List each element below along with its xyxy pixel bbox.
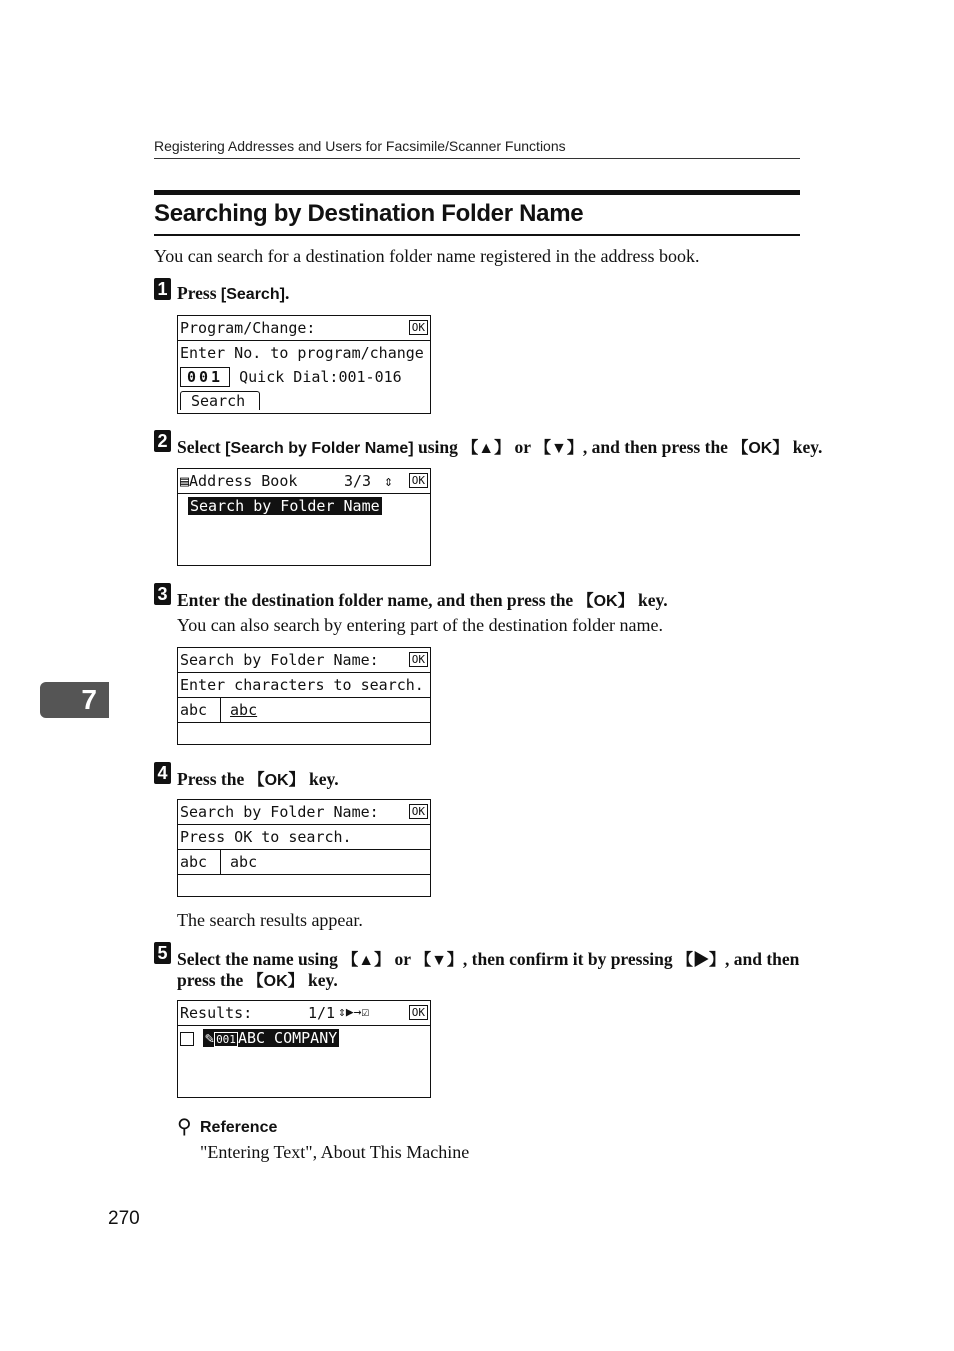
step-text-part: Press [177, 283, 221, 303]
number-field: 001 [180, 367, 230, 387]
lcd-row [178, 800, 430, 825]
result-name: ABC COMPANY [237, 1029, 338, 1047]
lcd-screen-enter-chars [177, 647, 431, 745]
step-1-number: 1 [154, 278, 171, 300]
step-text-part: . [284, 283, 290, 303]
input-text: abc [230, 701, 258, 719]
step-4-number: 4 [154, 762, 171, 784]
lcd-row [178, 365, 430, 389]
ok-indicator: OK [409, 652, 428, 667]
step-text-part: key. [303, 970, 338, 990]
key-ok: 【OK】 [247, 973, 304, 990]
search-softkey: Search [180, 391, 260, 410]
step-text-part: , and then [725, 949, 800, 969]
key-up: 【▲】 [462, 440, 511, 457]
lcd-row [178, 341, 430, 365]
step-5-number: 5 [154, 942, 171, 964]
lcd-row [178, 316, 430, 341]
step-4-text [177, 767, 339, 790]
lcd-screen-address-book [177, 468, 431, 566]
input-mode: abc [178, 850, 221, 874]
select-confirm-icon: ⇕▶→☑ [338, 1005, 370, 1020]
step-3-text [177, 588, 668, 611]
running-header: Registering Addresses and Users for Facsimile/Scanner Functions [154, 138, 800, 159]
ok-indicator: OK [409, 1005, 428, 1020]
result-code: 001 [216, 1033, 236, 1046]
key-search-by-folder: [Search by Folder Name] [225, 440, 414, 457]
step-text-part: Press the [177, 769, 249, 789]
step-text-part: Enter the destination folder name, and then press the [177, 590, 578, 610]
lcd-title: Search by Folder Name: [180, 803, 379, 821]
reference-title: Reference [200, 1119, 278, 1136]
lcd-row [178, 494, 430, 518]
pencil-icon: ✎ [205, 1029, 215, 1047]
book-icon: ▤ [180, 472, 190, 490]
step-4-note: The search results appear. [177, 910, 363, 930]
title-rule [154, 190, 800, 195]
lcd-text: Enter No. to program/change [180, 344, 424, 362]
step-3-note: You can also search by entering part of the destination folder name. [177, 615, 664, 635]
lcd-text: Enter characters to search. [180, 676, 424, 694]
ok-indicator: OK [409, 804, 428, 819]
step-text-part: , and then press the [582, 437, 733, 457]
reference-text: "Entering Text", About This Machine [200, 1142, 470, 1162]
lcd-title: Address Book [189, 472, 298, 490]
key-ok: 【OK】 [577, 593, 634, 610]
lcd-screen-press-ok [177, 799, 431, 897]
key-down: 【▼】 [535, 440, 583, 457]
lcd-title: Program/Change: [180, 319, 316, 337]
lcd-text: Quick Dial:001-016 [239, 368, 402, 386]
result-item [203, 1029, 339, 1047]
lcd-title: Search by Folder Name: [180, 651, 379, 669]
step-text-part: or [390, 949, 416, 969]
input-text: abc [230, 853, 258, 871]
step-text-part: or [510, 437, 536, 457]
step-1-text [177, 283, 289, 304]
lcd-screen-results [177, 1000, 431, 1098]
lcd-row [178, 698, 430, 723]
step-text-part: press the [177, 970, 248, 990]
page-number: 270 [108, 1208, 140, 1229]
ok-indicator: OK [409, 320, 428, 335]
lcd-row [178, 648, 430, 673]
key-up: 【▲】 [342, 952, 391, 969]
key-ok: 【OK】 [732, 440, 789, 457]
lcd-row [178, 469, 430, 494]
page-indicator: 1/1 [308, 1004, 336, 1022]
step-5-text-line2 [177, 968, 338, 991]
lcd-row [178, 1026, 430, 1050]
lcd-row [178, 850, 430, 875]
key-ok: 【OK】 [248, 772, 305, 789]
lcd-text: Press OK to search. [180, 828, 352, 846]
step-text-part: key. [304, 769, 339, 789]
lcd-title: Results: [180, 1004, 253, 1022]
step-text-part: Select [177, 437, 226, 457]
lcd-row [178, 389, 430, 413]
step-5-text [177, 947, 799, 970]
step-3-number: 3 [154, 583, 171, 605]
chapter-tab: 7 [40, 682, 109, 718]
magnifier-icon: ⚲ [177, 1116, 192, 1138]
step-text-part: , then confirm it by pressing [462, 949, 677, 969]
lcd-row [178, 673, 430, 698]
selected-item: Search by Folder Name [190, 497, 380, 515]
step-text-part: key. [788, 437, 823, 457]
ok-indicator: OK [409, 473, 428, 488]
lcd-screen-program [177, 315, 431, 414]
key-right: 【▶】 [676, 952, 725, 969]
key-down: 【▼】 [415, 952, 463, 969]
lcd-row [178, 825, 430, 850]
key-search: [Search] [220, 286, 285, 303]
checkbox-icon [180, 1032, 194, 1046]
step-2-text [177, 435, 822, 458]
input-mode: abc [178, 698, 221, 722]
up-down-icon: ⇕ [384, 472, 394, 490]
step-text-part: using [413, 437, 463, 457]
lcd-row [178, 1001, 430, 1026]
section-title: Searching by Destination Folder Name [154, 200, 800, 236]
step-text-part: Select the name using [177, 949, 343, 969]
page-indicator: 3/3 [344, 472, 372, 490]
intro-text: You can search for a destination folder name registered in the address book. [154, 246, 700, 266]
step-2-number: 2 [154, 430, 171, 452]
step-text-part: key. [633, 590, 668, 610]
